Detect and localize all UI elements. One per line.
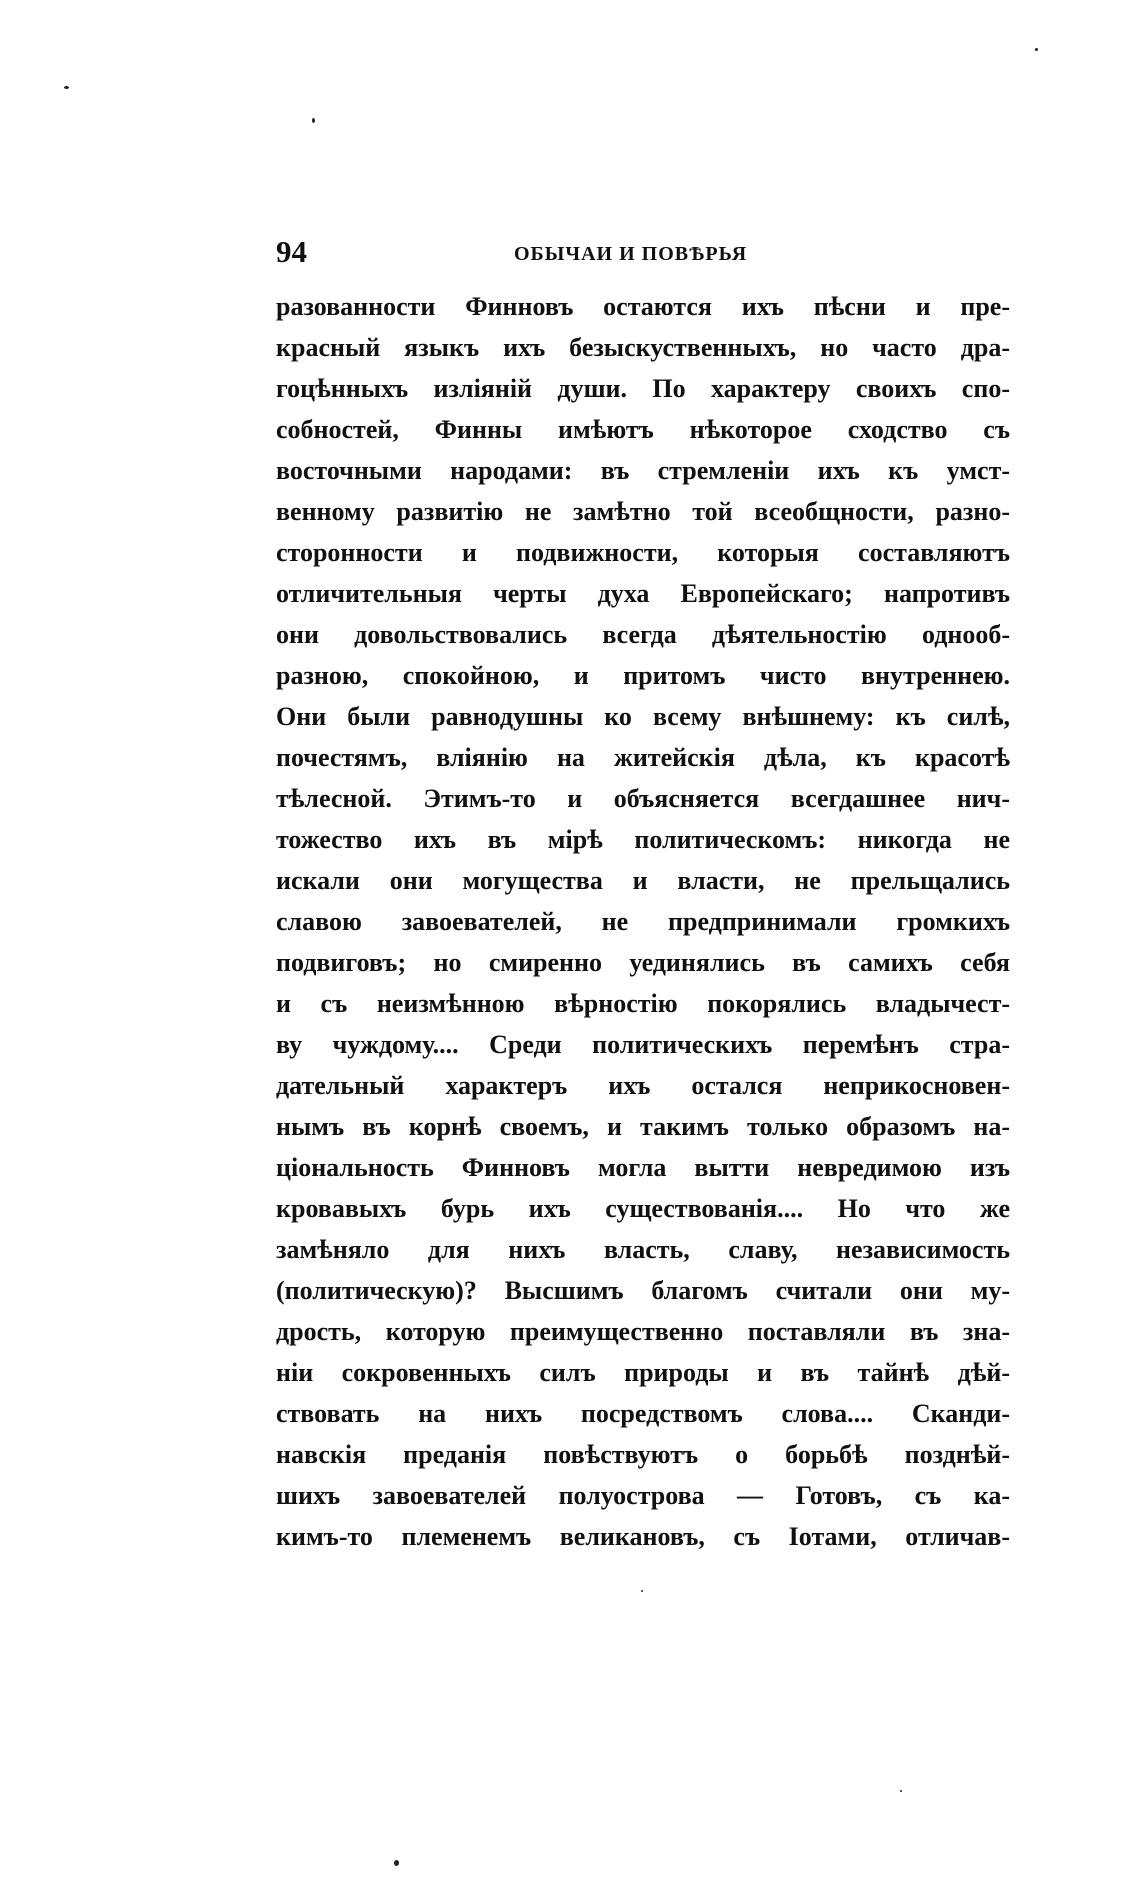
scan-speck [394,1860,399,1866]
text-line: нымъ въ корнѣ своемъ, и такимъ только образомъ на- [276,1112,1010,1141]
scan-speck [1035,48,1038,51]
text-line: ву чуждому.... Среди политическихъ перемѣнъ стра- [276,1030,1010,1059]
text-line: разованности Финновъ остаются ихъ пѣсни и пре- [276,292,1010,321]
text-line: ціональность Финновъ могла вытти невредимою изъ [276,1153,1010,1182]
text-line: разною, спокойною, и притомъ чисто внутреннею. [276,661,1010,690]
text-line: шихъ завоевателей полуострова — Готовъ, съ ка- [276,1481,1010,1510]
text-line: тожество ихъ въ мірѣ политическомъ: никогда не [276,825,1010,854]
text-line: сторонности и подвижности, которыя составляютъ [276,538,1010,567]
text-line: гоцѣнныхъ изліяній души. По характеру своихъ спо- [276,374,1010,403]
page-number: 94 [276,234,307,269]
text-line: отличительныя черты духа Европейскаго; напротивъ [276,579,1010,608]
running-title: ОБЫЧАИ И ПОВѢРЬЯ [514,243,748,265]
text-line: кимъ-то племенемъ великановъ, съ Іотами, отличав- [276,1522,1010,1551]
scan-speck [312,118,315,123]
text-line: собностей, Финны имѣютъ нѣкоторое сходство съ [276,415,1010,444]
text-line: венному развитію не замѣтно той всеобщности, разно- [276,497,1010,526]
text-line: почестямъ, вліянію на житейскія дѣла, къ красотѣ [276,743,1010,772]
text-line: ствовать на нихъ посредствомъ слова.... Сканди- [276,1399,1010,1428]
scan-speck [900,1790,902,1792]
text-line: (политическую)? Высшимъ благомъ считали они му- [276,1276,1010,1305]
text-line: Они были равнодушны ко всему внѣшнему: къ силѣ, [276,702,1010,731]
text-line: дрость, которую преимущественно поставляли въ зна- [276,1317,1010,1346]
text-line: ніи сокровенныхъ силъ природы и въ тайнѣ дѣй- [276,1358,1010,1387]
text-line: и съ неизмѣнною вѣрностію покорялись владычест- [276,989,1010,1018]
text-line: красный языкъ ихъ безыскуственныхъ, но часто дра- [276,333,1010,362]
text-line: замѣняло для нихъ власть, славу, независимость [276,1235,1010,1264]
text-line: тѣлесной. Этимъ-то и объясняется всегдашнее нич- [276,784,1010,813]
text-line: восточными народами: въ стремленіи ихъ къ умст- [276,456,1010,485]
scan-speck [64,86,69,89]
text-line: славою завоевателей, не предпринимали громкихъ [276,907,1010,936]
text-line: дательный характеръ ихъ остался неприкосновен- [276,1071,1010,1100]
text-line: они довольствовались всегда дѣятельностію однооб- [276,620,1010,649]
page-header [276,232,1012,272]
text-line: подвиговъ; но смиренно уединялись въ самихъ себя [276,948,1010,977]
text-line: кровавыхъ бурь ихъ существованія.... Но что же [276,1194,1010,1223]
text-line: искали они могущества и власти, не прельщались [276,866,1010,895]
scan-speck [641,1590,643,1592]
text-line: навскія преданія повѣствуютъ о борьбѣ позднѣй- [276,1440,1010,1469]
body-text [276,286,1010,1557]
